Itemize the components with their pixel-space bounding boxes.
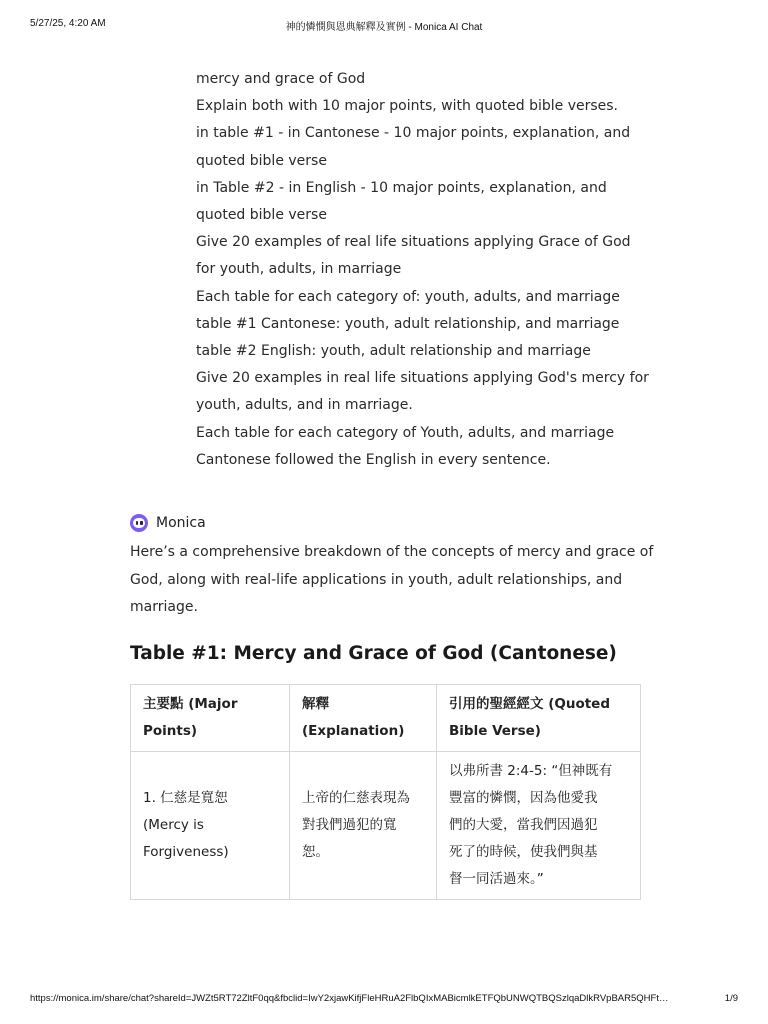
user-message-line: Each table for each category of: youth, adults, and marriage <box>196 288 620 305</box>
user-message-line: mercy and grace of God <box>196 71 366 87</box>
assistant-intro-line: Here’s a comprehensive breakdown of the concepts of mercy and grace of <box>130 544 654 560</box>
assistant-name: Monica <box>156 515 206 531</box>
header-quoted-verse: 引用的聖經經文 (Quoted Bible Verse) <box>437 685 641 752</box>
assistant-intro-line: God, along with real-life applications in youth, adult relationships, and <box>130 571 623 588</box>
assistant-header <box>130 511 206 535</box>
monica-face-icon <box>130 514 148 532</box>
user-message-line: Cantonese followed the English in every sentence. <box>196 451 551 468</box>
user-message-line: in Table #2 - in English - 10 major points, explanation, and <box>196 179 607 196</box>
print-page-title: 神的憐憫與恩典解釋及實例 - Monica AI Chat <box>285 22 483 33</box>
user-message-line: quoted bible verse <box>196 152 327 169</box>
print-header <box>0 18 768 34</box>
user-message-line: Give 20 examples in real life situations applying God's mercy for <box>196 370 649 387</box>
cell-explanation: 上帝的仁慈表現為 對我們過犯的寬 恕。 <box>290 752 437 900</box>
print-url: https://monica.im/share/chat?shareId=JWZt5RT72ZltF0qq&fbclid=IwY2xjawKifjFleHRuA2FlbQIxMABicmlkETFQbUNWQTBQSzlqaDlkRVpBAR5QHFt… <box>30 993 669 1004</box>
section-heading: Table #1: Mercy and Grace of God (Cantonese) <box>130 643 617 664</box>
print-page-number: 1/9 <box>724 993 738 1004</box>
assistant-intro <box>130 539 654 622</box>
print-date: 5/27/25, 4:20 AM <box>30 18 106 29</box>
assistant-intro-line: marriage. <box>130 599 198 615</box>
user-message-line: Each table for each category of Youth, adults, and marriage <box>196 424 615 441</box>
user-message <box>196 66 649 474</box>
mercy-grace-table <box>130 684 641 900</box>
cell-quoted-verse: 以弗所書 2:4-5: “但神既有 豐富的憐憫，因為他愛我 們的大愛，當我們因過犯 死了的時候，使我們與基 督一同活過來。” <box>437 752 641 900</box>
user-message-line: Give 20 examples of real life situations applying Grace of God <box>196 234 631 251</box>
table-header-row <box>131 685 641 752</box>
user-message-line: youth, adults, and in marriage. <box>196 397 413 414</box>
table-row <box>131 752 641 900</box>
user-message-line: quoted bible verse <box>196 207 327 224</box>
user-message-line: in table #1 - in Cantonese - 10 major points, explanation, and <box>196 125 631 142</box>
cell-major-point: 1. 仁慈是寬恕 (Mercy is Forgiveness) <box>131 752 290 900</box>
header-explanation: 解釋 (Explanation) <box>290 685 437 752</box>
user-message-line: table #1 Cantonese: youth, adult relationship, and marriage <box>196 315 620 332</box>
print-footer <box>0 993 768 1009</box>
user-message-line: Explain both with 10 major points, with quoted bible verses. <box>196 98 618 115</box>
user-message-line: table #2 English: youth, adult relationship and marriage <box>196 343 591 360</box>
header-major-points: 主要點 (Major Points) <box>131 685 290 752</box>
user-message-line: for youth, adults, in marriage <box>196 261 402 278</box>
